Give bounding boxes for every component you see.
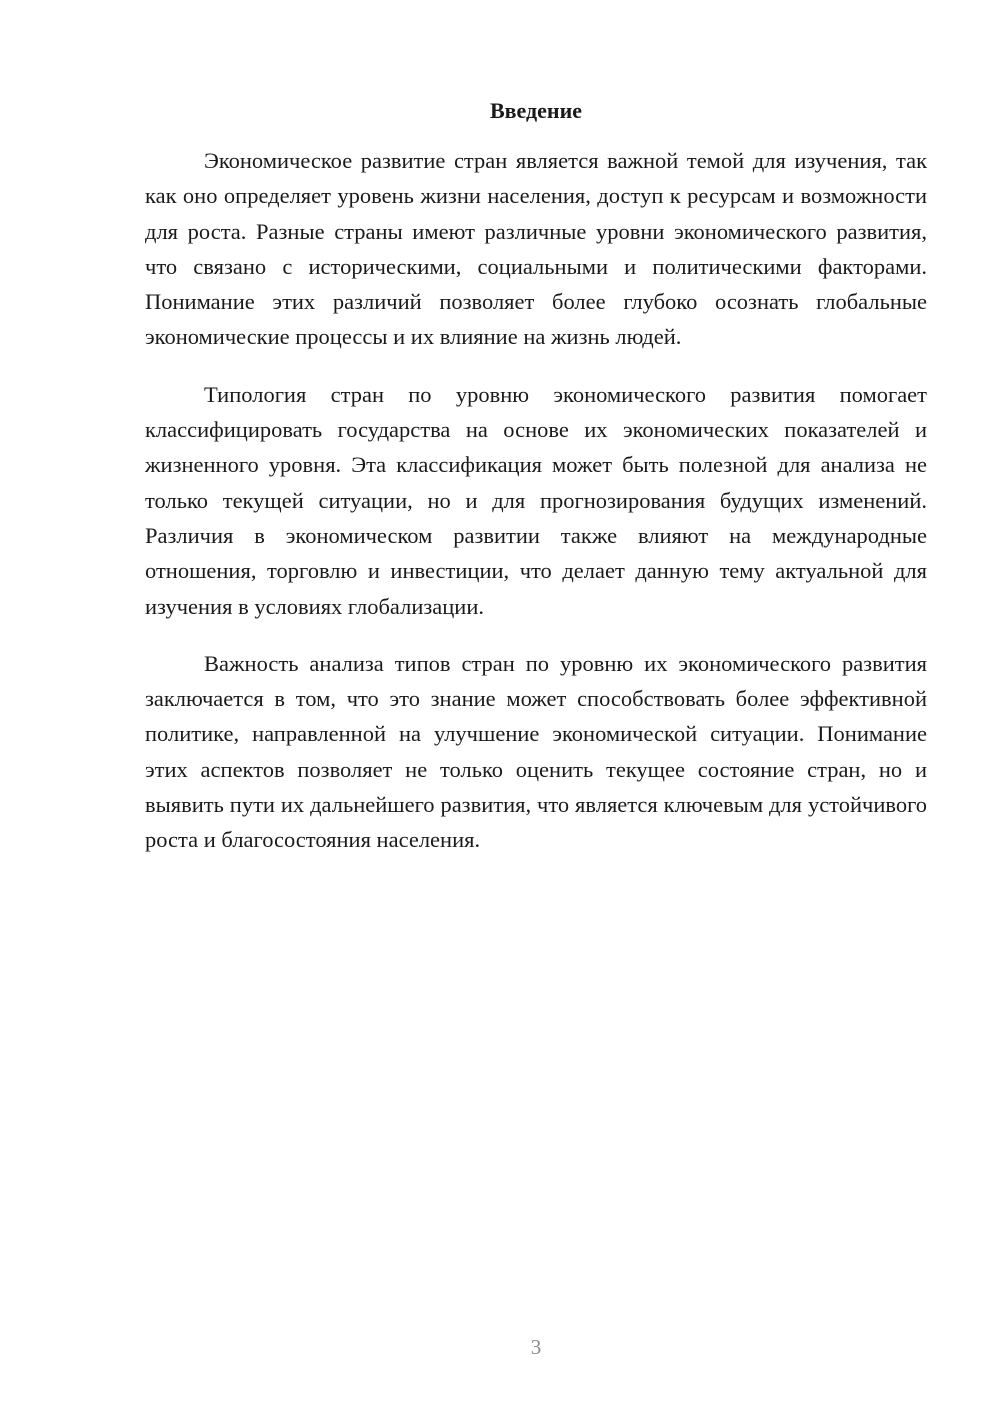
page-number: 3: [530, 1335, 542, 1359]
paragraph-1: Экономическое развитие стран является важной темой для изучения, так как оно определяет уровень жизни населения, доступ к ресурсам и возможности для роста. Разные страны имеют различные уровни экономического развития, что связано с историческими, социальными и политическими факторами. Понимание этих различий позволяет более глубоко осознать глобальные экономические процессы и их влияние на жизнь людей.: [145, 148, 927, 350]
body-text: [145, 143, 927, 858]
paragraph-2: Типология стран по уровню экономического развития помогает классифицировать государства на основе их экономических показателей и жизненного уровня. Эта классификация может быть полезной для анализа не только текущей ситуации, но и для прогнозирования будущих изменений. Различия в экономическом развитии также влияют на международные отношения, торговлю и инвестиции, что делает данную тему актуальной для изучения в условиях глобализации.: [145, 381, 927, 619]
section-title: Введение: [489, 98, 583, 123]
paragraph-3: Важность анализа типов стран по уровню их экономического развития заключается в том, что это знание может способствовать более эффективной политике, направленной на улучшение экономической ситуации. Понимание этих аспектов позволяет не только оценить текущее состояние стран, но и выявить пути их дальнейшего развития, что является ключевым для устойчивого роста и благосостояния населения.: [145, 650, 927, 853]
